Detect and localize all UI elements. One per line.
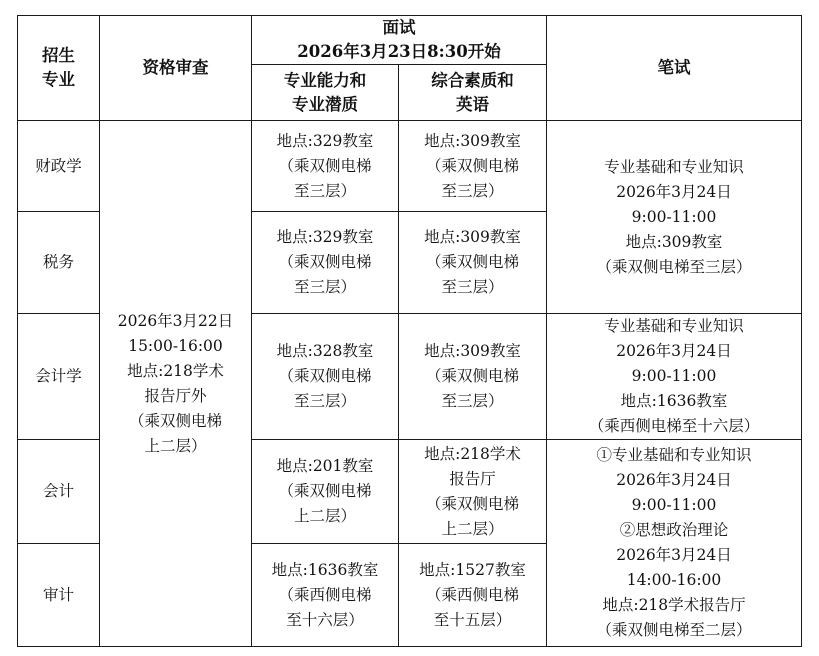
written-exam-cell: 专业基础和专业知识 2026年3月24日 9:00-11:00 地点:1636教室 （乘西侧电梯至十六层） bbox=[547, 314, 802, 440]
header-interview-ability: 专业能力和 专业潜质 bbox=[252, 65, 399, 121]
interview-english-cell: 地点:1527教室 （乘西侧电梯 至十五层） bbox=[399, 544, 547, 647]
interview-english-cell: 地点:309教室 （乘双侧电梯 至三层） bbox=[399, 314, 547, 440]
written-exam-cell: 专业基础和专业知识 2026年3月24日 9:00-11:00 地点:309教室 （乘双侧电梯至三层） bbox=[547, 121, 802, 314]
interview-ability-cell: 地点:328教室 （乘双侧电梯 至三层） bbox=[252, 314, 399, 440]
interview-ability-cell: 地点:1636教室 （乘西侧电梯 至十六层） bbox=[252, 544, 399, 647]
interview-ability-cell: 地点:201教室 （乘双侧电梯 上二层） bbox=[252, 440, 399, 544]
header-major: 招生 专业 bbox=[18, 16, 100, 121]
header-written: 笔试 bbox=[547, 16, 802, 121]
header-qualification: 资格审查 bbox=[100, 16, 252, 121]
major-cell: 财政学 bbox=[18, 121, 100, 212]
exam-schedule-table bbox=[17, 15, 802, 647]
interview-english-cell: 地点:309教室 （乘双侧电梯 至三层） bbox=[399, 212, 547, 314]
major-cell: 会计 bbox=[18, 440, 100, 544]
major-cell: 税务 bbox=[18, 212, 100, 314]
header-interview-english: 综合素质和 英语 bbox=[399, 65, 547, 121]
interview-ability-cell: 地点:329教室 （乘双侧电梯 至三层） bbox=[252, 212, 399, 314]
header-row-1 bbox=[18, 16, 802, 65]
qualification-review-cell: 2026年3月22日 15:00-16:00 地点:218学术 报告厅外 （乘双侧电梯 上二层） bbox=[100, 121, 252, 647]
interview-english-cell: 地点:218学术 报告厅 （乘双侧电梯 上二层） bbox=[399, 440, 547, 544]
major-cell: 会计学 bbox=[18, 314, 100, 440]
interview-ability-cell: 地点:329教室 （乘双侧电梯 至三层） bbox=[252, 121, 399, 212]
written-exam-cell: ①专业基础和专业知识 2026年3月24日 9:00-11:00 ②思想政治理论 2026年3月24日 14:00-16:00 地点:218学术报告厅 （乘双侧电梯至二层） bbox=[547, 440, 802, 647]
interview-english-cell: 地点:309教室 （乘双侧电梯 至三层） bbox=[399, 121, 547, 212]
header-interview: 面试 2026年3月23日8:30开始 bbox=[252, 16, 547, 65]
table-row bbox=[18, 121, 802, 212]
major-cell: 审计 bbox=[18, 544, 100, 647]
